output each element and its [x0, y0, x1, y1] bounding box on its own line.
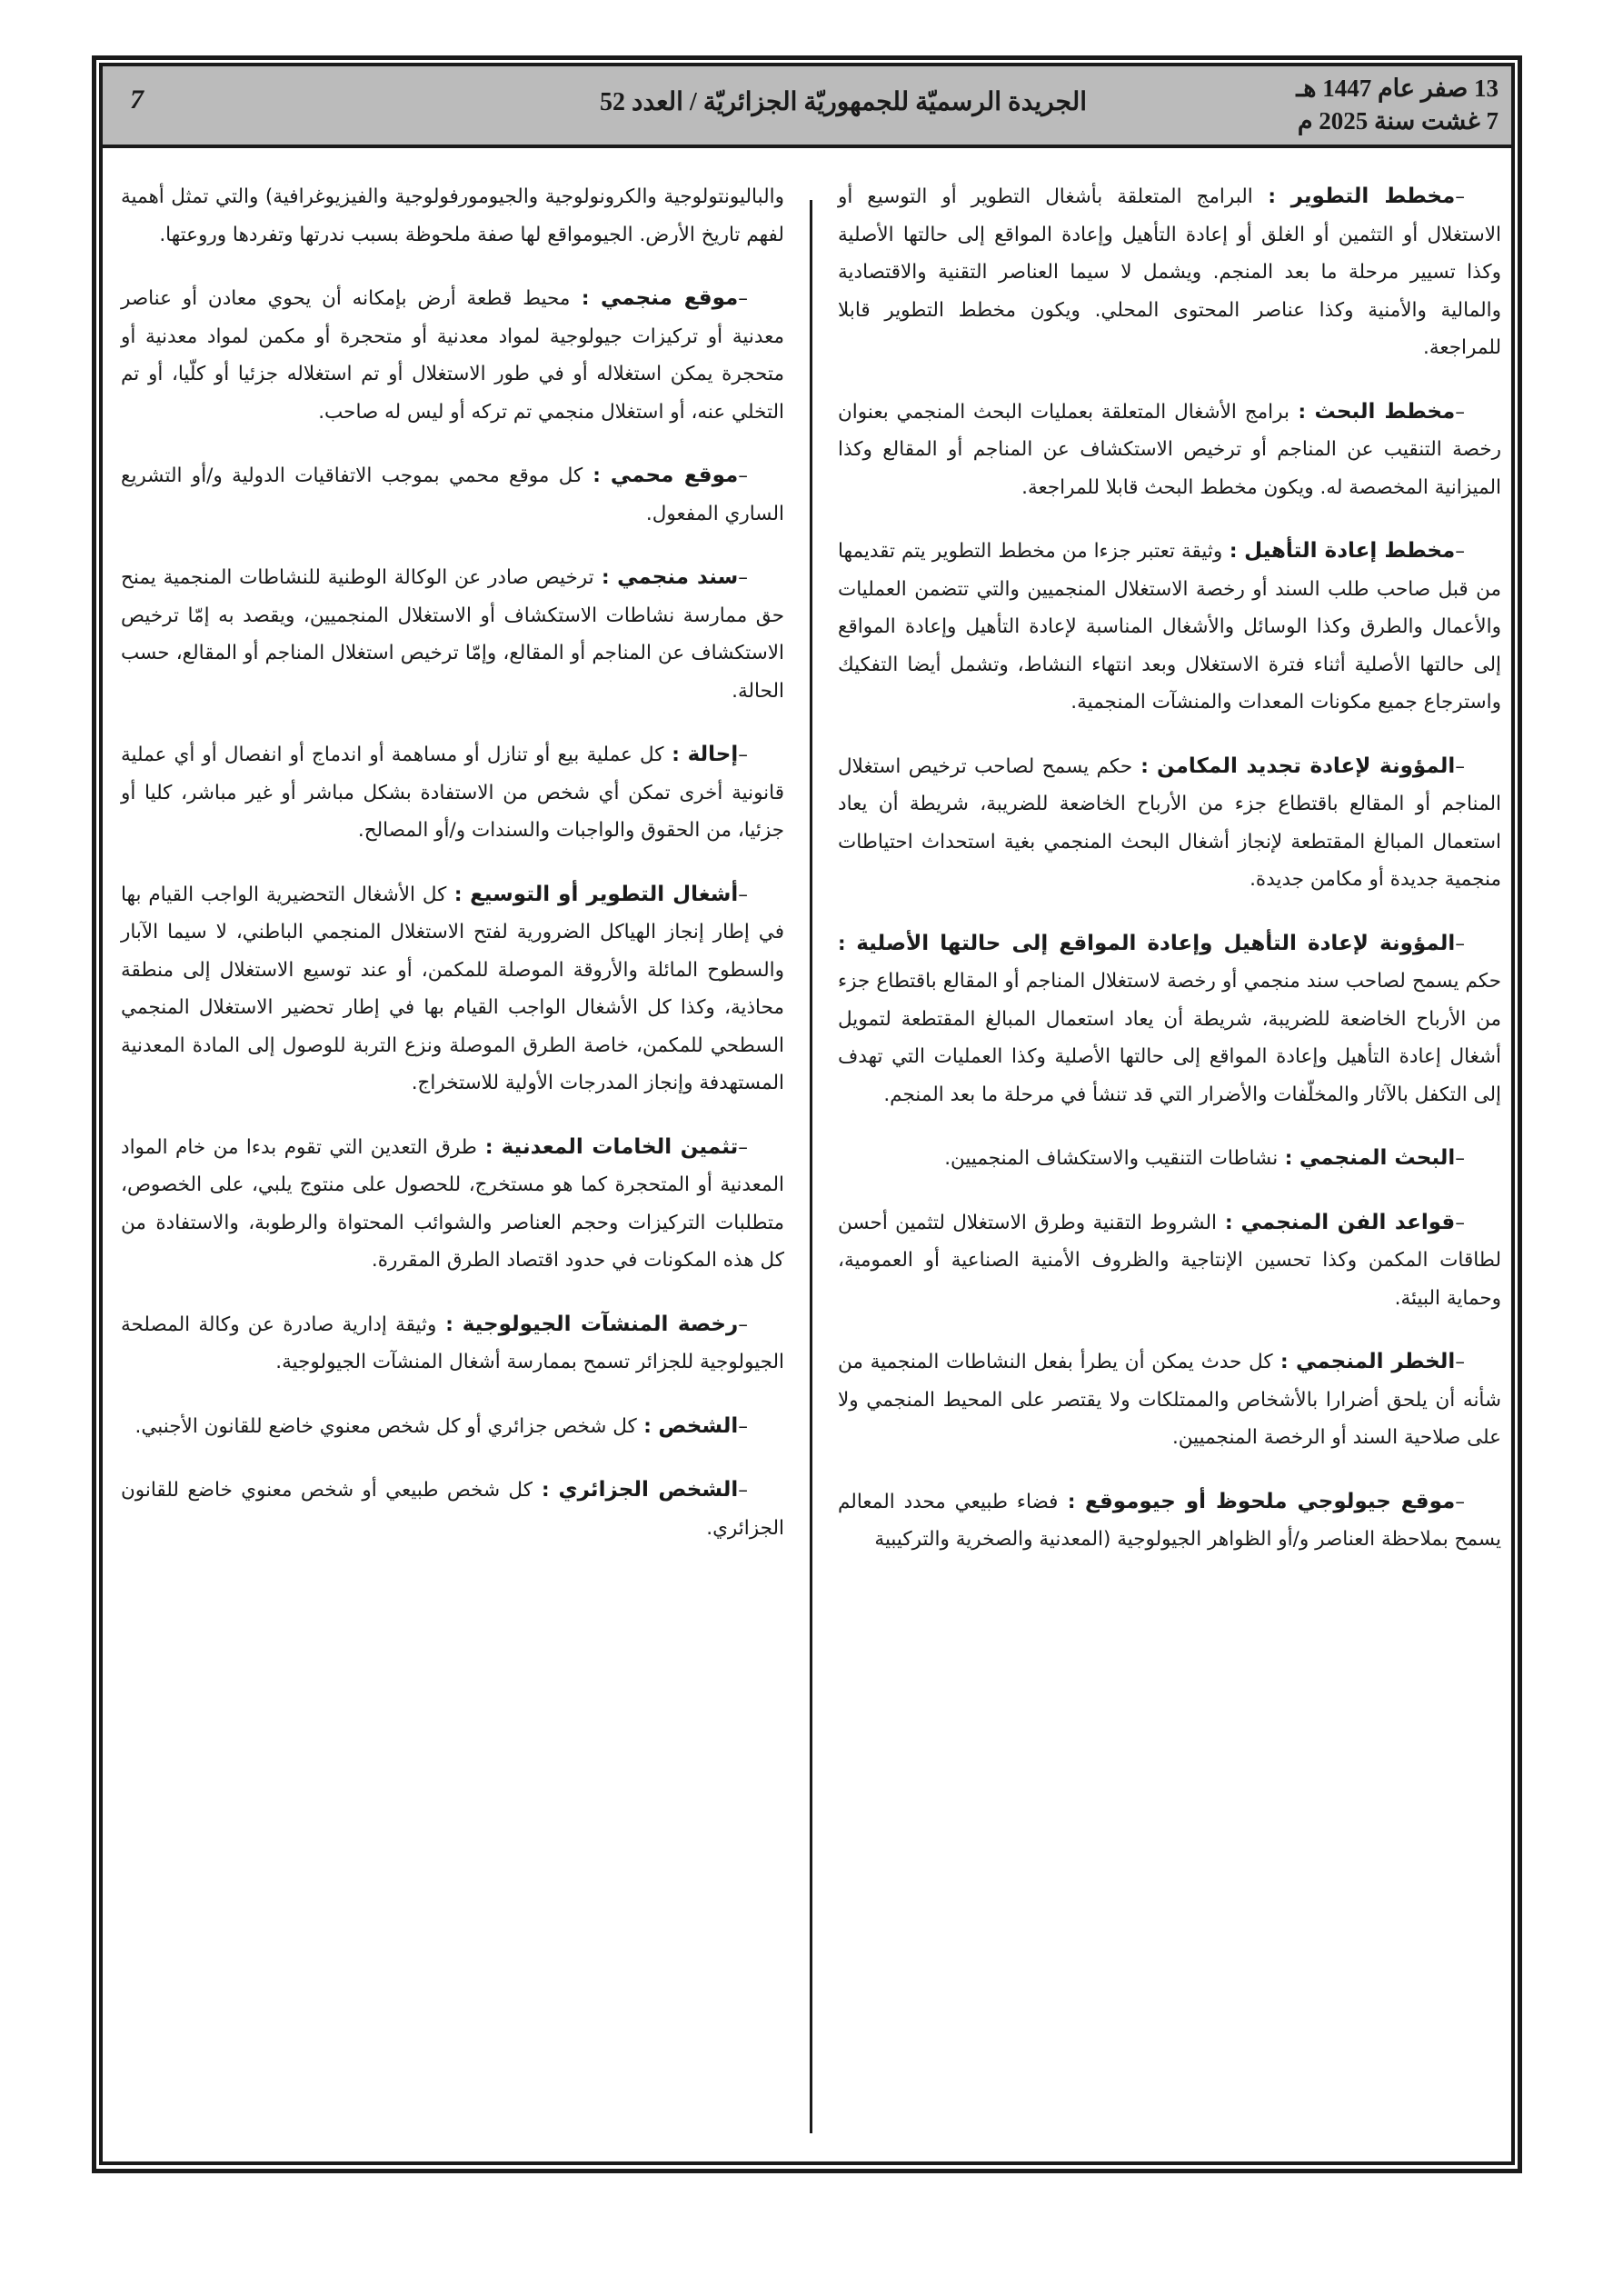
left-column [121, 178, 784, 1573]
continued-definition-entry [121, 178, 784, 254]
hijri-date: 13 صفر عام 1447 هـ [1296, 75, 1499, 102]
defined-term: أشغال التطوير أو التوسيع [470, 882, 739, 906]
definition-entry [838, 748, 1501, 899]
list-dash: – [1455, 932, 1465, 955]
list-dash: – [738, 287, 748, 310]
defined-term: موقع منجمي [600, 286, 739, 310]
term-separator: : [636, 1414, 659, 1438]
list-dash: – [738, 744, 748, 766]
page-number: 7 [130, 85, 144, 115]
definition-text: كل عملية بيع أو تنازل أو مساهمة أو اندماج أو انفصال أو أي عملية قانونية أخرى تمكن أي شخص من الاستفادة بشكل مباشر أو غير مباشر، كليا أو جزئيا، من الحقوق والواجبات والسندات و/أو المصالح. [121, 744, 784, 842]
definition-entry [838, 1140, 1501, 1178]
defined-term: قواعد الفن المنجمي [1240, 1210, 1456, 1234]
term-separator: : [1222, 540, 1245, 563]
definition-text: ترخيص صادر عن الوكالة الوطنية للنشاطات المنجمية يمنح حق ممارسة نشاطات الاستكشاف أو الاستغلال المنجميين، ويقصد به إمّا ترخيص الاستكشاف عن المناجم أو المقالع، وإمّا ترخيص استغلال المناجم أو المقالع، حسب الحالة. [121, 566, 784, 703]
term-separator: : [476, 1135, 502, 1159]
list-dash: – [1455, 1351, 1465, 1373]
defined-term: إحالة [687, 743, 739, 766]
list-dash: – [738, 464, 748, 487]
term-separator: : [1252, 185, 1291, 208]
definition-text: كل الأشغال التحضيرية الواجب القيام بها في إطار إنجاز الهياكل الضرورية لفتح الاستغلال المنجمي الباطني، لا سيما الآبار والسطوح المائلة والأروقة الموصلة للمكمن، أو عند توسيع الاستغلال إلى منطقة محاذية، وكذا كل الأشغال الواجب القيام بها في إطار تحضير الاستغلال المنجمي السطحي للمكمن، خاصة الطرق الموصلة ونزع التربة للوصول إلى المادة المعدنية المستهدفة وإنجاز المدرجات الأولية للاستخراج. [121, 883, 784, 1094]
list-dash: – [738, 566, 748, 589]
definition-text: وثيقة تعتبر جزءا من مخطط التطوير يتم تقديمها من قبل صاحب طلب السند أو رخصة الاستغلال المنجميين والتي تتضمن العمليات والأعمال والطرق وكذا الوسائل والأشغال المناسبة لإعادة التأهيل وإعادة المواقع إلى حالتها الأصلية أثناء فترة الاستغلال وبعد انتهاء النشاط، وتشمل أيضا التفكيك واسترجاع جميع مكونات المعدات والمنشآت المنجمية. [838, 540, 1501, 714]
definition-entry [121, 1306, 784, 1382]
definition-text: حكم يسمح لصاحب ترخيص استغلال المناجم أو المقالع باقتطاع جزء من الأرباح الخاضعة للضريبة، شريطة أن يعاد استعمال المبالغ المقتطعة لإنجاز أشغال البحث المنجمي بغية استحداث احتياطات منجمية جديدة أو مكامن جديدة. [838, 754, 1501, 891]
definition-text: كل موقع محمي بموجب الاتفاقيات الدولية و/أو التشريع الساري المفعول. [121, 464, 784, 525]
definition-entry [838, 1343, 1501, 1457]
defined-term: الشخص [658, 1413, 739, 1438]
definition-entry [121, 1129, 784, 1280]
definition-entry [121, 1408, 784, 1446]
list-dash: – [738, 1313, 748, 1336]
term-separator: : [446, 883, 471, 906]
term-separator: : [1132, 754, 1157, 778]
term-separator: : [570, 287, 601, 310]
term-separator: : [436, 1313, 463, 1336]
defined-term: مخطط إعادة التأهيل [1244, 539, 1456, 563]
definition-entry [121, 876, 784, 1103]
defined-term: موقع محمي [610, 464, 739, 487]
list-dash: – [1455, 400, 1465, 424]
definition-text: كل شخص جزائري أو كل شخص معنوي خاضع للقانون الأجنبي. [134, 1414, 637, 1438]
definition-text: كل حدث يمكن أن يطرأ بفعل النشاطات المنجمية من شأنه أن يلحق أضرارا بالأشخاص والممتلكات ولا يقتصر على المحيط المنجمي ولا على صلاحية السند أو الرخصة المنجميين. [838, 1351, 1501, 1449]
gazette-header [103, 66, 1511, 148]
defined-term: البحث المنجمي [1299, 1146, 1456, 1170]
definition-entry [838, 1483, 1501, 1559]
definition-text: حكم يسمح لصاحب سند منجمي أو رخصة لاستغلال المناجم أو المقالع باقتطاع جزء من الأرباح الخاضعة للضريبة، شريطة أن يعاد استعمال المبالغ المقتطعة لتمويل أشغال إعادة التأهيل وإعادة المواقع إلى حالتها الأصلية وكذا العمليات التي تهدف إلى التكفل بالآثار والمخلّفات والأضرار التي قد تنشأ في مرحلة ما بعد المنجم. [838, 970, 1501, 1106]
list-dash: – [738, 1414, 748, 1438]
definition-text: محيط قطعة أرض بإمكانه أن يحوي معادن أو عناصر معدنية أو تركيزات جيولوجية لمواد معدنية أو متحجرة أو مكمن لمواد معدنية أو متحجرة يمكن استغلاله أو في طور الاستغلال أو تم استغلاله جزئيا أو كلّيا، أو تم التخلي عنه، أو استغلال منجمي تم تركه أو ليس له صاحب. [121, 287, 784, 424]
defined-term: الشخص الجزائري [558, 1478, 739, 1502]
term-separator: : [1289, 400, 1315, 424]
list-dash: – [1455, 1147, 1465, 1170]
definition-text: فضاء طبيعي محدد المعالم يسمح بملاحظة العناصر و/أو الظواهر الجيولوجية (المعدنية والصخرية والتركيبية [838, 1490, 1501, 1551]
list-dash: – [1455, 1211, 1465, 1234]
term-separator: : [1272, 1351, 1296, 1373]
term-separator: : [1217, 1211, 1241, 1234]
defined-term: مخطط التطوير [1290, 185, 1456, 208]
definition-text: والباليونتولوجية والكرونولوجية والجيومورفولوجية والفيزيوغرافية) والتي تمثل أهمية لفهم تاريخ الأرض. الجيومواقع لها صفة ملحوظة بسبب ندرتها وتفردها وروعتها. [121, 185, 784, 246]
list-dash: – [1455, 1490, 1465, 1513]
defined-term: موقع جيولوجي ملحوظ أو جيوموقع [1085, 1489, 1456, 1513]
list-dash: – [1455, 540, 1465, 563]
definition-entry [121, 559, 784, 710]
term-separator: : [582, 464, 611, 487]
defined-term: المؤونة لإعادة تجديد المكامن [1156, 754, 1456, 778]
definition-text: البرامج المتعلقة بأشغال التطوير أو التوسيع أو الاستغلال أو التثمين أو الغلق أو إعادة التأهيل وإعادة المواقع إلى حالتها الأصلية وكذا تسيير مرحلة ما بعد المنجم. ويشمل لا سيما العناصر التقنية والاقتصادية والمالية والأمنية وكذا عناصر المحتوى المحلي. ويكون مخطط التطوير قابلا للمراجعة. [838, 185, 1501, 359]
definition-entry [838, 1204, 1501, 1318]
list-dash: – [738, 1479, 749, 1502]
term-separator: : [532, 1479, 559, 1502]
term-separator: : [663, 744, 688, 766]
definition-text: برامج الأشغال المتعلقة بعمليات البحث المنجمي بعنوان رخصة التنقيب عن المناجم أو ترخيص الاستكشاف عن المناجم أو المقالع وكذا الميزانية المخصصة له. ويكون مخطط البحث قابلا للمراجعة. [838, 400, 1501, 499]
definition-entry [838, 533, 1501, 722]
definition-text: كل شخص طبيعي أو شخص معنوي خاضع للقانون الجزائري. [121, 1479, 784, 1540]
gregorian-date: 7 غشت سنة 2025 م [1297, 107, 1499, 135]
definition-entry [121, 280, 784, 431]
definition-entry [838, 925, 1501, 1114]
definition-text: وثيقة إدارية صادرة عن وكالة المصلحة الجيولوجية للجزائر تسمح بممارسة أشغال المنشآت الجيولوجية. [121, 1313, 784, 1373]
definition-entry [121, 457, 784, 533]
column-divider [810, 200, 812, 2133]
definition-entry [121, 1472, 784, 1547]
list-dash: – [738, 883, 748, 906]
defined-term: رخصة المنشآت الجيولوجية [462, 1312, 739, 1336]
right-column [838, 178, 1501, 1585]
gazette-title: الجريدة الرسميّة للجمهوريّة الجزائريّة / العدد 52 [599, 88, 1088, 116]
list-dash: – [738, 1135, 748, 1159]
defined-term: المؤونة لإعادة التأهيل وإعادة المواقع إلى حالتها الأصلية [856, 931, 1456, 955]
term-separator: : [1278, 1147, 1299, 1170]
term-separator: : [593, 566, 618, 589]
list-dash: – [1455, 754, 1465, 778]
defined-term: مخطط البحث [1314, 399, 1456, 424]
definition-entry [838, 178, 1501, 367]
term-separator: : [1058, 1490, 1085, 1513]
definition-text: الشروط التقنية وطرق الاستغلال لتثمين أحسن لطاقات المكمن وكذا تحسين الإنتاجية والظروف الأمنية الصناعية أو العمومية، وحماية البيئة. [838, 1211, 1501, 1310]
defined-term: الخطر المنجمي [1295, 1350, 1456, 1373]
term-separator: : [838, 932, 857, 955]
definition-text: نشاطات التنقيب والاستكشاف المنجميين. [944, 1147, 1279, 1170]
definition-entry [121, 736, 784, 850]
definition-entry [838, 394, 1501, 507]
defined-term: سند منجمي [617, 565, 739, 589]
list-dash: – [1455, 185, 1465, 208]
definition-text: طرق التعدين التي تقوم بدءا من خام المواد المعدنية أو المتحجرة كما هو مستخرج، للحصول على منتوج يلبي، على الخصوص، متطلبات التركيزات وحجم العناصر والشوائب المحتواة والرطوبة، والاستفادة من كل هذه المكونات في حدود اقتصاد الطرق المقررة. [121, 1135, 784, 1272]
defined-term: تثمين الخامات المعدنية [501, 1134, 739, 1159]
